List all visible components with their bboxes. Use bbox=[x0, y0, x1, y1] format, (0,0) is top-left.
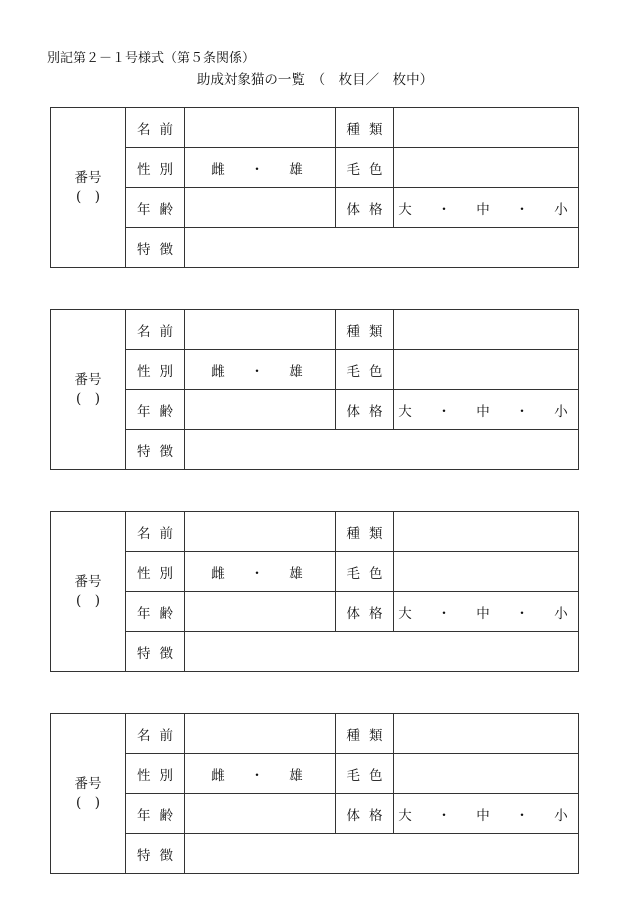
sex-label: 性別 bbox=[126, 754, 185, 794]
build-label: 体格 bbox=[336, 390, 394, 430]
sex-options[interactable]: 雌 ・ 雄 bbox=[185, 350, 336, 390]
coat-color-label: 毛色 bbox=[336, 754, 394, 794]
breed-label: 種類 bbox=[336, 108, 394, 148]
sex-options[interactable]: 雌 ・ 雄 bbox=[185, 148, 336, 188]
features-label: 特徴 bbox=[126, 632, 185, 672]
number-paren: ( ) bbox=[75, 390, 101, 407]
cat-card-3 bbox=[50, 511, 579, 672]
age-field[interactable] bbox=[185, 188, 336, 228]
coat-color-field[interactable] bbox=[394, 350, 579, 390]
cat-card-2 bbox=[50, 309, 579, 470]
number-paren: ( ) bbox=[75, 188, 101, 205]
form-reference: 別記第２－１号様式（第５条関係） bbox=[47, 51, 256, 66]
features-label: 特徴 bbox=[126, 430, 185, 470]
number-label: 番号 bbox=[74, 371, 102, 388]
features-field[interactable] bbox=[185, 632, 579, 672]
sex-label: 性別 bbox=[126, 148, 185, 188]
features-label: 特徴 bbox=[126, 228, 185, 268]
name-field[interactable] bbox=[185, 512, 336, 552]
number-label: 番号 bbox=[74, 775, 102, 792]
number-paren: ( ) bbox=[75, 592, 101, 609]
number-cell bbox=[51, 108, 126, 268]
cat-card-4 bbox=[50, 713, 579, 874]
coat-color-label: 毛色 bbox=[336, 552, 394, 592]
age-label: 年齢 bbox=[126, 592, 185, 632]
age-field[interactable] bbox=[185, 390, 336, 430]
coat-color-label: 毛色 bbox=[336, 350, 394, 390]
build-label: 体格 bbox=[336, 592, 394, 632]
breed-field[interactable] bbox=[394, 310, 579, 350]
build-options[interactable]: 大 ・ 中 ・ 小 bbox=[394, 390, 579, 430]
number-cell bbox=[51, 310, 126, 470]
age-label: 年齢 bbox=[126, 794, 185, 834]
coat-color-label: 毛色 bbox=[336, 148, 394, 188]
name-label: 名前 bbox=[126, 714, 185, 754]
sex-label: 性別 bbox=[126, 552, 185, 592]
build-label: 体格 bbox=[336, 794, 394, 834]
build-options[interactable]: 大 ・ 中 ・ 小 bbox=[394, 592, 579, 632]
name-label: 名前 bbox=[126, 108, 185, 148]
name-field[interactable] bbox=[185, 108, 336, 148]
build-options[interactable]: 大 ・ 中 ・ 小 bbox=[394, 794, 579, 834]
coat-color-field[interactable] bbox=[394, 552, 579, 592]
name-label: 名前 bbox=[126, 512, 185, 552]
age-field[interactable] bbox=[185, 794, 336, 834]
name-field[interactable] bbox=[185, 310, 336, 350]
name-label: 名前 bbox=[126, 310, 185, 350]
sex-options[interactable]: 雌 ・ 雄 bbox=[185, 552, 336, 592]
page-title: 助成対象猫の一覧 （ 枚目／ 枚中） bbox=[196, 72, 434, 88]
sex-label: 性別 bbox=[126, 350, 185, 390]
coat-color-field[interactable] bbox=[394, 754, 579, 794]
age-label: 年齢 bbox=[126, 188, 185, 228]
features-label: 特徴 bbox=[126, 834, 185, 874]
build-label: 体格 bbox=[336, 188, 394, 228]
number-label: 番号 bbox=[74, 169, 102, 186]
breed-label: 種類 bbox=[336, 714, 394, 754]
breed-label: 種類 bbox=[336, 512, 394, 552]
sex-options[interactable]: 雌 ・ 雄 bbox=[185, 754, 336, 794]
breed-label: 種類 bbox=[336, 310, 394, 350]
features-field[interactable] bbox=[185, 430, 579, 470]
coat-color-field[interactable] bbox=[394, 148, 579, 188]
age-field[interactable] bbox=[185, 592, 336, 632]
features-field[interactable] bbox=[185, 228, 579, 268]
number-cell bbox=[51, 714, 126, 874]
breed-field[interactable] bbox=[394, 108, 579, 148]
breed-field[interactable] bbox=[394, 714, 579, 754]
build-options[interactable]: 大 ・ 中 ・ 小 bbox=[394, 188, 579, 228]
cat-card-1 bbox=[50, 107, 579, 268]
number-paren: ( ) bbox=[75, 794, 101, 811]
age-label: 年齢 bbox=[126, 390, 185, 430]
name-field[interactable] bbox=[185, 714, 336, 754]
features-field[interactable] bbox=[185, 834, 579, 874]
breed-field[interactable] bbox=[394, 512, 579, 552]
number-label: 番号 bbox=[74, 573, 102, 590]
cat-list bbox=[50, 107, 578, 915]
number-cell bbox=[51, 512, 126, 672]
